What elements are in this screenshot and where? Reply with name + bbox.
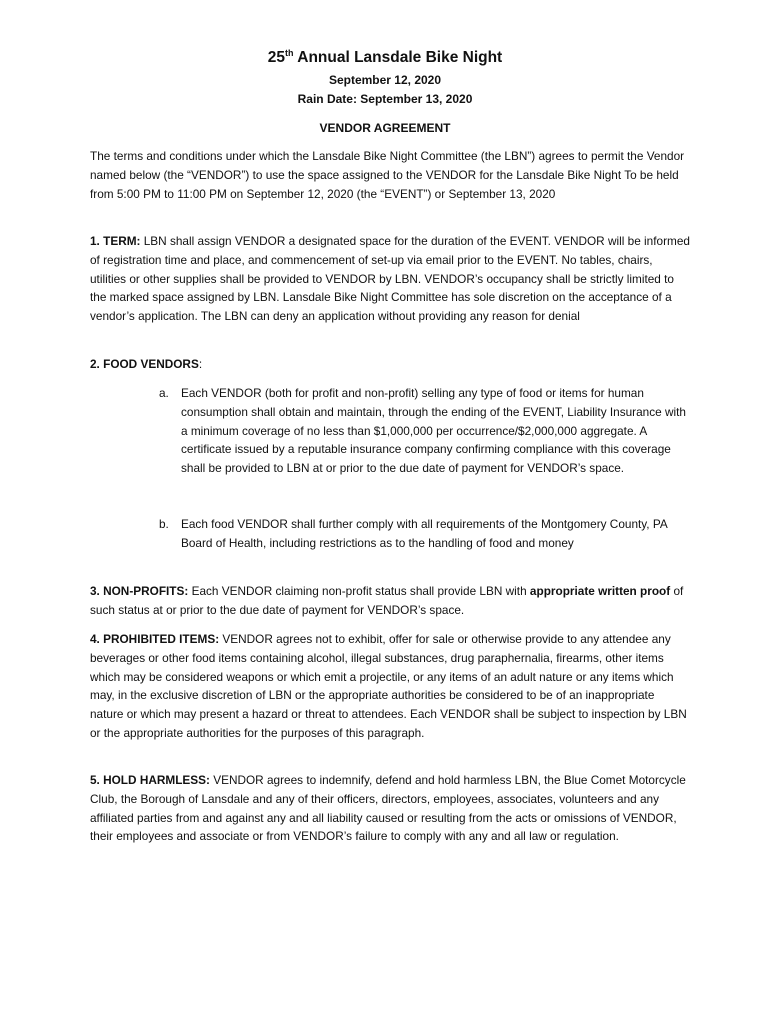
section-non-profits (90, 582, 690, 620)
document-title (0, 47, 770, 69)
section-prohibited-items-body: VENDOR agrees not to exhibit, offer for sale or otherwise provide to any attendee any beverages or other food items containing alcohol, illegal substances, drug paraphernalia, firearms, other items which may be considered weapons or which emit a projectile, or any items of an adult nature or any items which may, in the exclusive discretion of LBN or the appropriate authorities be considered to be of an inappropriate nature or which may present a hazard or threat to attendees. Each VENDOR shall be subject to inspection by LBN or the appropriate authorities for the purposes of this paragraph. (90, 632, 687, 740)
title-ordinal: 25 (267, 49, 286, 66)
section-food-vendors-heading: 2. FOOD VENDORS (90, 357, 199, 371)
section-term (90, 232, 690, 326)
list-marker: a. (159, 386, 169, 400)
list-item-text: Each VENDOR (both for profit and non-profit) selling any type of food or items for human consumption shall obtain and maintain, through the ending of the EVENT, Liability Insurance with a minimum coverage of no less than $1,000,000 per occurrence/$2,000,000 aggregate. A certificate issued by a reputable insurance company confirming compliance with this coverage shall be provided to LBN at or prior to the due date of payment for VENDOR’s space. (181, 386, 686, 476)
title-ordinal-suffix: th (285, 48, 294, 58)
section-hold-harmless-heading: 5. HOLD HARMLESS: (90, 773, 210, 787)
food-vendor-item-b (159, 515, 689, 553)
section-food-vendors-colon: : (198, 357, 203, 371)
section-hold-harmless-body: VENDOR agrees to indemnify, defend and hold harmless LBN, the Blue Comet Motorcycle Club, the Borough of Lansdale and any of their officers, directors, employees, associates, volunteers and any affiliated parties from and against any and all liability caused or resulting from the acts or omissions of VENDOR, their employees and associate or from VENDOR’s failure to comply with any and all law or regulation. (90, 773, 686, 844)
section-hold-harmless (90, 771, 690, 846)
agreement-heading: VENDOR AGREEMENT (319, 121, 451, 135)
section-term-heading: 1. TERM: (90, 234, 141, 248)
section-prohibited-items-heading: 4. PROHIBITED ITEMS: (90, 632, 220, 646)
section-prohibited-items (90, 630, 690, 743)
rain-date: Rain Date: September 13, 2020 (297, 92, 473, 106)
list-marker: b. (159, 517, 169, 531)
list-item-text: Each food VENDOR shall further comply with all requirements of the Montgomery County, PA Board of Health, including restrictions as to the handling of food and money (181, 517, 668, 550)
section-non-profits-heading: 3. NON-PROFITS: (90, 584, 189, 598)
section-non-profits-bold-phrase: appropriate written proof (529, 584, 671, 598)
section-non-profits-body-end: of such status at or prior to the due date of payment for VENDOR’s space. (90, 584, 684, 617)
section-food-vendors-heading-line (90, 355, 690, 374)
event-date: September 12, 2020 (328, 73, 442, 87)
title-text: Annual Lansdale Bike Night (293, 49, 503, 66)
section-non-profits-body-start: Each VENDOR claiming non-profit status shall provide LBN with (188, 584, 530, 598)
intro-paragraph: The terms and conditions under which the Lansdale Bike Night Committee (the LBN”) agrees to permit the Vendor named below (the “VENDOR”) to use the space assigned to the VENDOR for the Lansdale Bike Night To be held from 5:00 PM to 11:00 PM on September 12, 2020 (the “EVENT”) or September 13, 2020 (90, 149, 685, 201)
food-vendor-item-a (159, 384, 689, 478)
section-term-body: LBN shall assign VENDOR a designated space for the duration of the EVENT. VENDOR will be informed of registration time and place, and commencement of set-up via email prior to the EVENT. No tables, chairs, utilities or other supplies shall be provided to VENDOR by LBN. VENDOR’s occupancy shall be strictly limited to the marked space assigned by LBN. Lansdale Bike Night Committee has sole discretion on the acceptance of a vendor’s application. The LBN can deny an application without providing any reason for denial (90, 234, 690, 324)
